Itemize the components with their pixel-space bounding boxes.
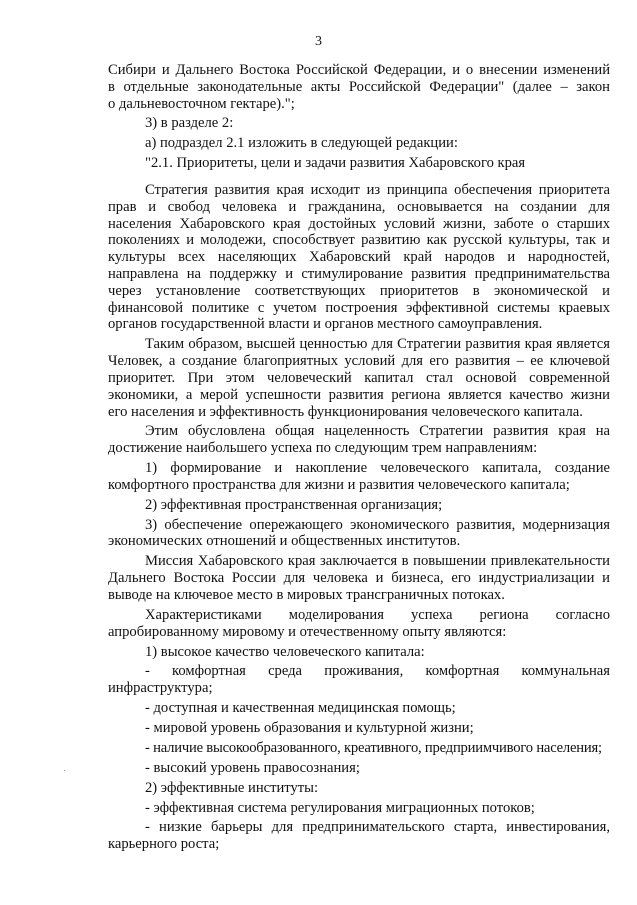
text-line: - низкие барьеры для предпринимательского старта, инвестирования, bbox=[145, 819, 610, 836]
strategy-paragraph bbox=[108, 182, 610, 333]
text-line: выводе на ключевое место в мировых трансграничных потоках. bbox=[108, 586, 505, 603]
text-line: карьерного роста; bbox=[108, 836, 220, 853]
document-body bbox=[108, 62, 610, 856]
list-item bbox=[108, 663, 610, 697]
section-heading: "2.1. Приоритеты, цели и задачи развития Хабаровского края bbox=[145, 155, 526, 172]
text-line: его населения и эффективность функционирования человеческого капитала. bbox=[108, 403, 583, 420]
list-item: - доступная и качественная медицинская помощь; bbox=[145, 700, 456, 717]
text-line: 3) обеспечение опережающего экономического развития, модернизация bbox=[145, 516, 610, 533]
text-line: через установление соответствующих приоритетов в экономической и bbox=[108, 282, 610, 299]
text-line: инфраструктура; bbox=[108, 680, 213, 697]
text-line: Дальнего Востока России для человека и бизнеса, его индустриализации и bbox=[108, 570, 610, 587]
direction-item: 2) эффективная пространственная организация; bbox=[145, 496, 443, 513]
text-line: Стратегия развития края исходит из принципа обеспечения приоритета bbox=[145, 182, 610, 199]
list-item: 2) эффективные институты: bbox=[145, 779, 319, 796]
subsection-item: а) подраздел 2.1 изложить в следующей редакции: bbox=[145, 135, 458, 152]
scan-speck bbox=[64, 770, 65, 771]
text-line: достижение наибольшего успеха по следующим трем направлениям: bbox=[108, 440, 538, 457]
intro-paragraph bbox=[108, 62, 610, 112]
text-line: прав и свобод человека и гражданина, основывается на создании для bbox=[108, 198, 610, 215]
mission-paragraph bbox=[108, 553, 610, 603]
list-item: - мировой уровень образования и культурной жизни; bbox=[145, 720, 474, 736]
text-line: комфортного пространства для жизни и развития человеческого капитала; bbox=[108, 476, 570, 493]
direction-item bbox=[108, 460, 610, 494]
text-line: Характеристиками моделирования успеха региона согласно bbox=[145, 606, 610, 623]
text-line: 1) формирование и накопление человеческого капитала, создание bbox=[145, 460, 610, 477]
section-item: 3) в разделе 2: bbox=[145, 115, 234, 132]
text-line: экономических отношений и общественных институтов. bbox=[108, 533, 461, 550]
text-line: приоритет. При этом человеческий капитал стал основой современной bbox=[108, 369, 610, 386]
list-item: 1) высокое качество человеческого капитала: bbox=[145, 643, 425, 660]
text-line: экономики, а мерой успешности развития региона является качество жизни bbox=[108, 386, 610, 403]
text-line: апробированному мировому и отечественному опыту являются: bbox=[108, 623, 507, 640]
text-line: - комфортная среда проживания, комфортная коммунальная bbox=[145, 663, 610, 680]
text-line: Миссия Хабаровского края заключается в повышении привлекательности bbox=[145, 553, 610, 570]
list-item: - эффективная система регулирования миграционных потоков; bbox=[145, 799, 535, 816]
list-item: - высокий уровень правосознания; bbox=[145, 759, 360, 776]
text-line: направлена на поддержку и стимулирование развития предпринимательства bbox=[108, 266, 610, 283]
list-item: - наличие высокообразованного, креативного, предприимчивого населения; bbox=[145, 739, 602, 756]
list-item bbox=[108, 819, 610, 853]
text-line: в отдельные законодательные акты Российской Федерации" (далее – закон bbox=[108, 78, 610, 95]
text-line: поколениях и молодежи, способствует развитию как русской культуры, так и bbox=[108, 232, 610, 249]
text-line: Этим обусловлена общая нацеленность Стратегии развития края на bbox=[145, 423, 610, 440]
text-line: Сибири и Дальнего Востока Российской Федерации, и о внесении изменений bbox=[108, 62, 610, 78]
page-number: 3 bbox=[315, 34, 322, 49]
characteristics-paragraph bbox=[108, 607, 610, 641]
text-line: населения Хабаровского края достойных условий жизни, заботе о старших bbox=[108, 215, 610, 232]
text-line: культуры всех населяющих Хабаровский край народов и народностей, bbox=[108, 249, 610, 266]
text-line: о дальневосточном гектаре)."; bbox=[108, 95, 295, 112]
direction-item bbox=[108, 517, 610, 551]
focus-paragraph bbox=[108, 423, 610, 457]
value-paragraph bbox=[108, 336, 610, 420]
text-line: финансовой политике с учетом построения эффективной системы краевых bbox=[108, 299, 610, 316]
text-line: органов государственной власти и органов местного самоуправления. bbox=[108, 316, 543, 333]
text-line: Человек, а создание благоприятных условий для его развития – ее ключевой bbox=[108, 353, 610, 370]
text-line: Таким образом, высшей ценностью для Стратегии развития края является bbox=[145, 336, 610, 353]
